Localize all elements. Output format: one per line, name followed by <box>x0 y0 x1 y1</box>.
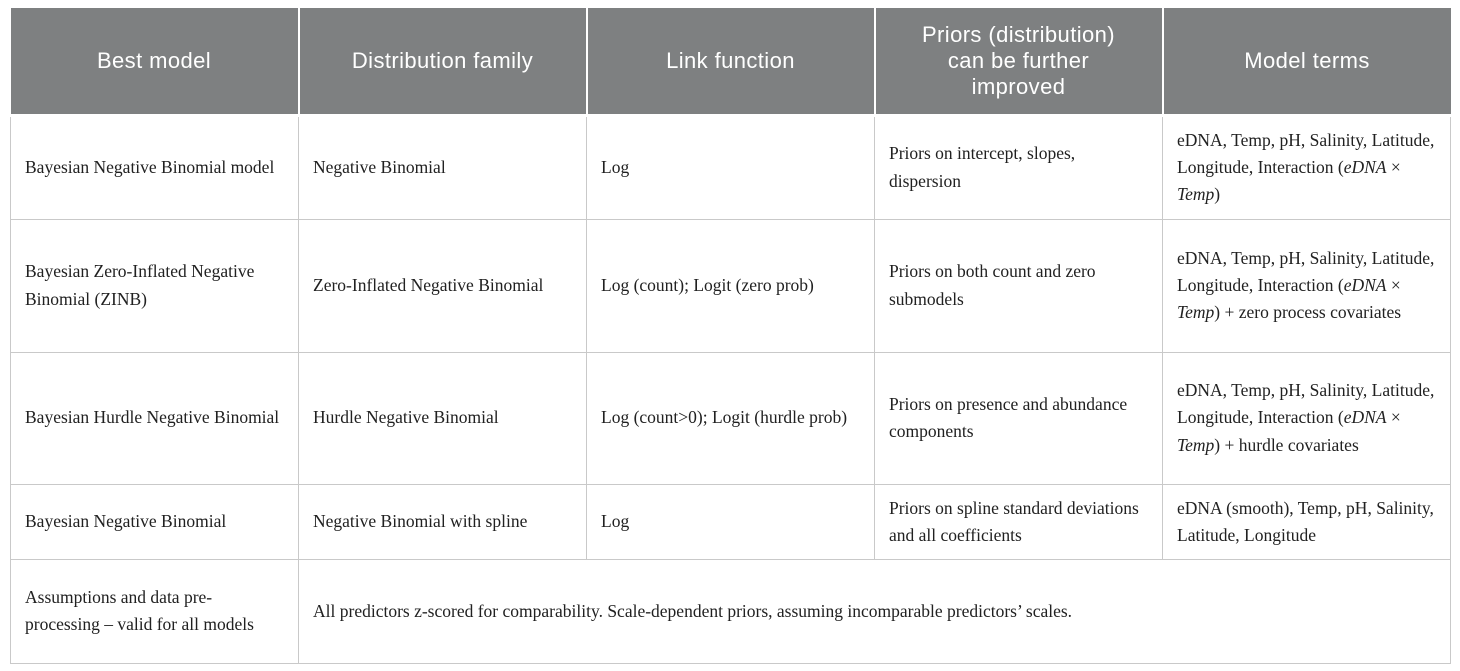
model-terms-variable: eDNA <box>1343 156 1387 177</box>
cell-model-terms <box>1163 352 1451 484</box>
model-terms-text: eDNA, Temp, pH, Salinity, Latitude, Longitude, Interaction ( <box>1177 129 1435 177</box>
cell-model-terms <box>1163 219 1451 352</box>
model-terms-operator: × <box>1386 407 1401 428</box>
column-header-distribution-family: Distribution family <box>299 8 587 115</box>
column-header-best-model: Best model <box>11 8 299 115</box>
cell-model-terms <box>1163 484 1451 559</box>
model-comparison-table <box>10 8 1451 664</box>
cell-best-model: Bayesian Hurdle Negative Binomial <box>11 352 299 484</box>
model-terms-variable: Temp <box>1177 184 1215 205</box>
assumptions-row <box>11 559 1451 663</box>
column-header-priors: Priors (distribution) can be further improved <box>875 8 1163 115</box>
table-header-row <box>11 8 1451 115</box>
cell-model-terms <box>1163 115 1451 219</box>
cell-assumptions-label: Assumptions and data pre-processing – valid for all models <box>11 559 299 663</box>
model-terms-variable: Temp <box>1177 302 1215 323</box>
cell-assumptions-note: All predictors z-scored for comparability. Scale-dependent priors, assuming incomparable predictors’ scales. <box>299 559 1451 663</box>
model-terms-operator: × <box>1386 274 1401 295</box>
cell-link-function: Log <box>587 115 875 219</box>
cell-distribution-family: Zero-Inflated Negative Binomial <box>299 219 587 352</box>
model-terms-variable: eDNA <box>1343 274 1387 295</box>
cell-link-function: Log <box>587 484 875 559</box>
table-row <box>11 115 1451 219</box>
model-terms-text: ) + hurdle covariates <box>1214 434 1359 455</box>
model-terms-variable: Temp <box>1177 434 1215 455</box>
table-row <box>11 484 1451 559</box>
cell-priors: Priors on presence and abundance components <box>875 352 1163 484</box>
column-header-link-function: Link function <box>587 8 875 115</box>
cell-priors: Priors on intercept, slopes, dispersion <box>875 115 1163 219</box>
cell-best-model: Bayesian Negative Binomial model <box>11 115 299 219</box>
cell-link-function: Log (count>0); Logit (hurdle prob) <box>587 352 875 484</box>
model-terms-text: eDNA, Temp, pH, Salinity, Latitude, Longitude, Interaction ( <box>1177 380 1435 428</box>
cell-best-model: Bayesian Negative Binomial <box>11 484 299 559</box>
cell-distribution-family: Negative Binomial <box>299 115 587 219</box>
model-terms-text: eDNA (smooth), Temp, pH, Salinity, Latitude, Longitude <box>1177 497 1434 545</box>
cell-distribution-family: Negative Binomial with spline <box>299 484 587 559</box>
model-terms-operator: × <box>1386 156 1401 177</box>
cell-distribution-family: Hurdle Negative Binomial <box>299 352 587 484</box>
cell-link-function: Log (count); Logit (zero prob) <box>587 219 875 352</box>
table-row <box>11 219 1451 352</box>
cell-priors: Priors on both count and zero submodels <box>875 219 1163 352</box>
table-row <box>11 352 1451 484</box>
cell-priors: Priors on spline standard deviations and all coefficients <box>875 484 1163 559</box>
cell-best-model: Bayesian Zero-Inflated Negative Binomial (ZINB) <box>11 219 299 352</box>
model-terms-text: ) + zero process covariates <box>1214 302 1402 323</box>
model-terms-variable: eDNA <box>1343 407 1387 428</box>
column-header-model-terms: Model terms <box>1163 8 1451 115</box>
model-terms-text: ) <box>1214 184 1221 205</box>
model-terms-text: eDNA, Temp, pH, Salinity, Latitude, Longitude, Interaction ( <box>1177 247 1435 295</box>
